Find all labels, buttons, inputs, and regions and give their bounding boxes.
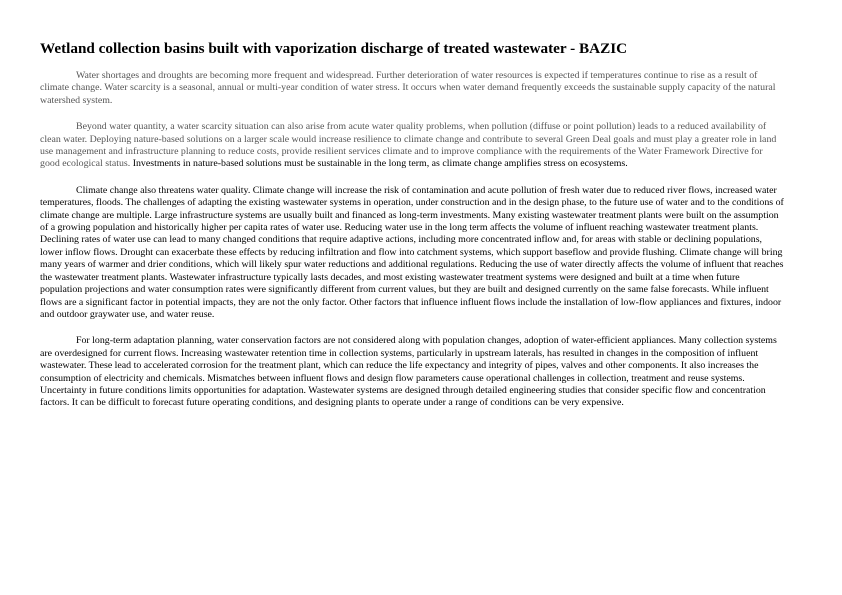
paragraph-text-dark: Climate change also threatens water quality. Climate change will increase the risk of contamination and acute pollution of fresh water due to reduced river flows, increased water temperatures, floods. The challenges of adapting the existing wastewater systems in operation, under construction and in the design phase, to the future use of water and to the conditions of climate change are multiple. Large infrastructure systems are usually built and financed as long-term investments. Many existing wastewater treatment plants were built on the assumption of a growing population and historically higher per capita rates of water use. Reducing water use in the long term affects the volume of influent reaching wastewater treatment plants. Declining rates of water use can lead to many changed conditions that require adaptive actions, including more concentrated inflow and, for areas with stable or declining populations, lower inflow flows. Drought can exacerbate these effects by reducing infiltration and flow into catchment systems, which support baseflow and provide flushing. Climate change will bring many years of warmer and drier conditions, which will likely spur water reductions and additional regulations. Reducing the use of water directly affects the volume of influent that reaches the wastewater treatment plants. Wastewater infrastructure typically lasts decades, and most existing wastewater treatment systems were designed and built at a time when future population projections and water consumption rates were significantly different from current values, but they are built and designed currently on the same false forecasts. While influent flows are a significant factor in potential impacts, they are not the only factor. Other factors that influence influent flows include the installation of low-flow appliances and fixtures, indoor and outdoor graywater use, and water reuse. <box>40 184 784 320</box>
paragraph-text-muted: Water shortages and droughts are becoming more frequent and widespread. Further deterioration of water resources is expected if temperatures continue to rise as a result of climate change. Water scarcity is a seasonal, annual or multi-year condition of water stress. It occurs when water demand frequently exceeds the sustainable supply capacity of the natural watershed system. <box>40 70 776 106</box>
document-title: Wetland collection basins built with vaporization discharge of treated wastewater - BAZIC <box>40 40 628 57</box>
paragraph-adaptation-planning <box>40 335 784 409</box>
paragraph-text-dark: For long-term adaptation planning, water conservation factors are not considered along with population changes, adoption of water-efficient appliances. Many collection systems are overdesigned for current flows. Increasing wastewater retention time in collection systems, particularly in upstream laterals, has resulted in changes in the composition of influent wastewater. These lead to accelerated corrosion for the treatment plant, which can reduce the life expectancy and integrity of pipes, valves and other components. It also increases the consumption of electricity and chemicals. Mismatches between influent flows and design flow parameters cause operational challenges in collection, treatment and reuse systems. Uncertainty in future conditions limits opportunities for adaptation. Wastewater systems are designed through detailed engineering studies that consider specific flow and concentration factors. It can be difficult to forecast future operating conditions, and designing plants to operate under a range of conditions can be very expensive. <box>40 335 777 409</box>
paragraph-water-shortages <box>40 70 784 107</box>
paragraph-climate-change <box>40 185 784 321</box>
paragraph-text-dark: Investments in nature-based solutions must be sustainable in the long term, as climate change amplifies stress on ecosystems. <box>130 158 628 170</box>
paragraph-water-quantity <box>40 121 784 171</box>
document-page <box>40 40 784 424</box>
paragraph-text-muted: Beyond water quantity, a water scarcity situation can also arise from acute water quality problems, when pollution (diffuse or point pollution) leads to a reduced availability of clean water. Deploying nature-based solutions on a larger scale would increase resilience to climate change and contribute to several Green Deal goals and must play a greater role in land use management and infrastructure planning to reduce costs, provide resilient services climate and to improve compliance with the requirements of the Water Framework Directive for good ecological status. <box>40 121 777 170</box>
